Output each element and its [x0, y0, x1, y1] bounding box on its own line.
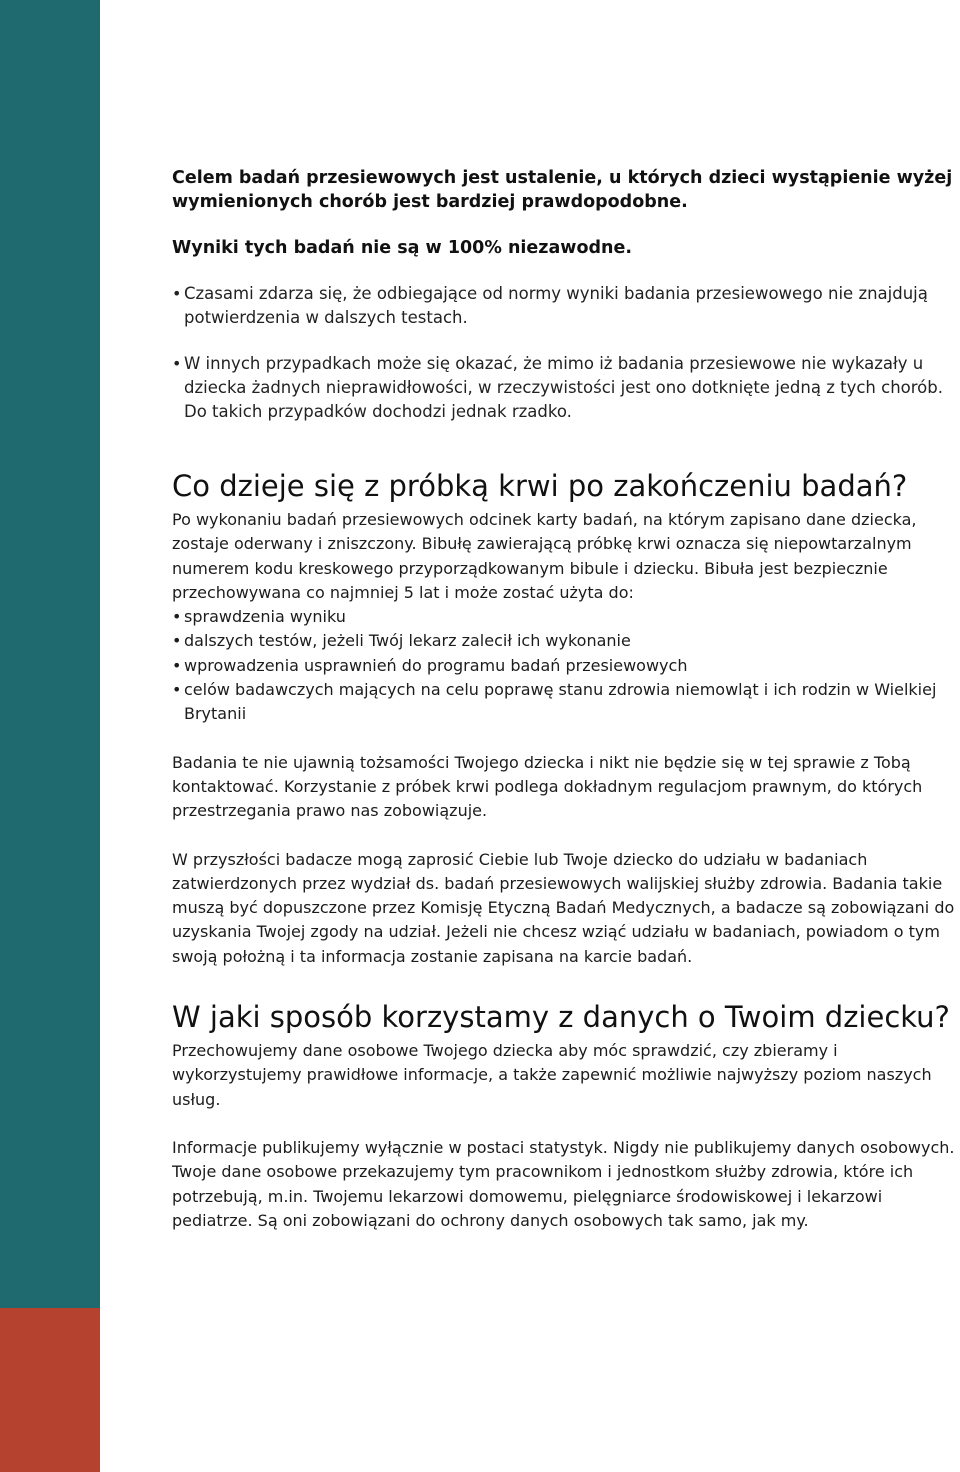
- data-publication-paragraph: Informacje publikujemy wyłącznie w postaci statystyk. Nigdy nie publikujemy danych osobowych. Twoje dane osobowe przekazujemy tym pracownikom i jednostkom służby zdrowia, które ich potrzebują, m.in. Twojemu lekarzowi domowemu, pielęgniarce środowiskowej i lekarzowi pediatrze. Są oni zobowiązani do ochrony danych osobowych tak samo, jak my.: [172, 1137, 955, 1230]
- list-item-text: sprawdzenia wyniku: [184, 607, 346, 627]
- anonymity-paragraph: Badania te nie ujawnią tożsamości Twojego dziecka i nikt nie będzie się w tej sprawie z Tobą kontaktować. Korzystanie z próbek krwi podlega dokładnym regulacjom prawnym, do których przestrzegania prawo nas zobowiązuje.: [172, 752, 923, 821]
- sidebar-decoration: [0, 0, 100, 1472]
- intro-bold-statement: Celem badań przesiewowych jest ustalenie, u których dzieci wystąpienie wyżej wymienionych chorób jest bardziej prawdopodobne.: [172, 168, 953, 212]
- list-item-text: wprowadzenia usprawnień do programu badań przesiewowych: [184, 655, 688, 675]
- bullet-icon: •: [172, 607, 182, 627]
- intro-reliability-statement: Wyniki tych badań nie są w 100% niezawodne.: [172, 238, 632, 258]
- list-item: [172, 678, 958, 727]
- list-item-text: dalszych testów, jeżeli Twój lekarz zalecił ich wykonanie: [184, 631, 631, 651]
- list-item: [172, 654, 958, 678]
- section-heading-data-usage: W jaki sposób korzystamy z danych o Twoim dziecku?: [172, 1000, 950, 1035]
- bullet-icon: •: [172, 284, 182, 303]
- list-item: [172, 629, 958, 653]
- intro-bullet-2-text: W innych przypadkach może się okazać, że mimo iż badania przesiewowe nie wykazały u dziecka żadnych nieprawidłowości, w rzeczywistości jest ono dotknięte jedną z tych chorób. Do takich przypadków dochodzi jednak rzadko.: [184, 354, 943, 421]
- data-storage-paragraph: Przechowujemy dane osobowe Twojego dziecka aby móc sprawdzić, czy zbieramy i wykorzystujemy prawidłowe informacje, a także zapewnić możliwie najwyższy poziom naszych usług.: [172, 1041, 932, 1109]
- bullet-icon: •: [172, 631, 182, 651]
- intro-bullet-1: [172, 282, 958, 330]
- sidebar-teal-band: [0, 0, 100, 1308]
- list-item-text: celów badawczych mających na celu poprawę stanu zdrowia niemowląt i ich rodzin w Wielkiej Brytanii: [184, 680, 937, 724]
- section-heading-blood-sample: Co dzieje się z próbką krwi po zakończeniu badań?: [172, 469, 908, 503]
- list-item: [172, 605, 958, 629]
- bullet-icon: •: [172, 680, 182, 700]
- intro-bullet-2: [172, 352, 958, 424]
- bullet-icon: •: [172, 354, 182, 373]
- document-content: [172, 166, 958, 1233]
- research-invitation-paragraph: W przyszłości badacze mogą zaprosić Ciebie lub Twoje dziecko do udziału w badaniach zatwierdzonych przez wydział ds. badań przesiewowych walijskiej służby zdrowia. Badania takie muszą być dopuszczone przez Komisję Etyczną Badań Medycznych, a badacze są zobowiązani do uzyskania Twojej zgody na udział. Jeżeli nie chcesz wziąć udziału w badaniach, powiadom o tym swoją położną i ta informacja zostanie zapisana na karcie badań.: [172, 849, 955, 966]
- blood-sample-paragraph: Po wykonaniu badań przesiewowych odcinek karty badań, na którym zapisano dane dziecka, zostaje oderwany i zniszczony. Bibułę zawierającą próbkę krwi oznacza się niepowtarzalnym numerem kodu kreskowego przyporządkowanym bibule i dziecku. Bibuła jest bezpiecznie przechowywana co najmniej 5 lat i może zostać użyta do:: [172, 510, 917, 602]
- bullet-icon: •: [172, 655, 182, 675]
- intro-bullet-1-text: Czasami zdarza się, że odbiegające od normy wyniki badania przesiewowego nie znajdują potwierdzenia w dalszych testach.: [184, 284, 928, 327]
- sidebar-red-band: [0, 1308, 100, 1472]
